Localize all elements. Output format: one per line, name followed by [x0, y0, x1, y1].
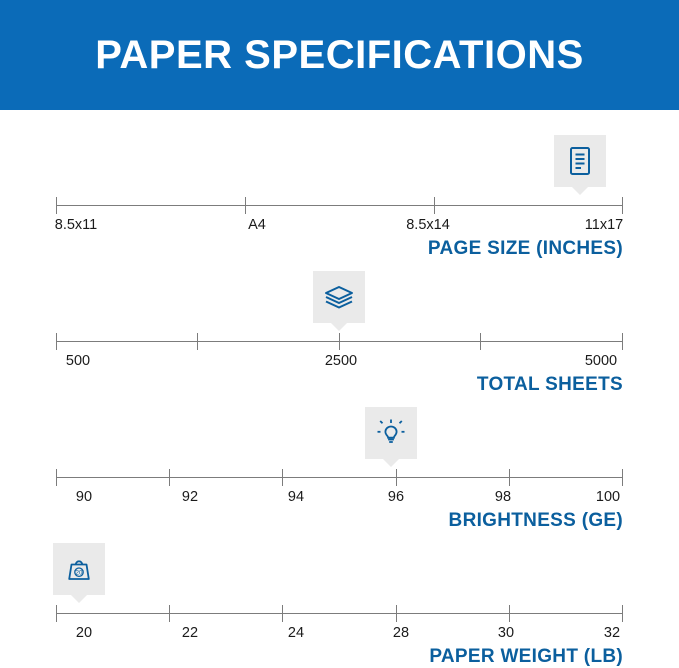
- marker-brightness[interactable]: [365, 407, 417, 459]
- tick-label: 22: [181, 625, 199, 641]
- axis-tick: [509, 605, 510, 622]
- axis-tick: [396, 469, 397, 486]
- axis-title-total-sheets: TOTAL SHEETS: [476, 374, 623, 395]
- axis-title-paper-weight: PAPER WEIGHT (LB): [429, 646, 623, 667]
- axis-tick: [56, 469, 57, 486]
- document-icon: [567, 146, 593, 176]
- axis-tick: [169, 605, 170, 622]
- tick-label: 98: [494, 489, 512, 505]
- page-header: [0, 0, 679, 110]
- tick-label: 8.5x11: [54, 217, 98, 233]
- axis-total-sheets: [56, 341, 623, 369]
- axis-tick: [622, 197, 623, 214]
- axis-title-brightness: BRIGHTNESS (GE): [448, 510, 623, 531]
- axis-tick: [339, 333, 340, 350]
- tick-label: 2500: [324, 353, 358, 369]
- stack-of-paper-icon: [324, 284, 354, 310]
- axis-tick: [622, 469, 623, 486]
- tick-label: 94: [287, 489, 305, 505]
- marker-total-sheets[interactable]: [313, 271, 365, 323]
- tick-label: 32: [603, 625, 621, 641]
- tick-label: 100: [595, 489, 621, 505]
- axis-brightness: [56, 477, 623, 505]
- tick-label: A4: [248, 217, 266, 233]
- tick-label: 24: [287, 625, 305, 641]
- tick-label: 5000: [584, 353, 618, 369]
- tick-label: 20: [75, 625, 93, 641]
- axis-tick: [56, 605, 57, 622]
- axis-paper-weight: [56, 613, 623, 641]
- tick-label: 30: [497, 625, 515, 641]
- axis-page-size: [54, 205, 624, 233]
- tick-label: 11x17: [584, 217, 624, 233]
- tick-label: 90: [75, 489, 93, 505]
- axis-tick: [56, 197, 57, 214]
- svg-text:20: 20: [75, 569, 83, 577]
- axis-tick: [622, 605, 623, 622]
- page-title: PAPER SPECIFICATIONS: [95, 33, 584, 77]
- axis-tick: [282, 605, 283, 622]
- weight-icon: [64, 554, 94, 584]
- axis-tick: [396, 605, 397, 622]
- axis-tick: [282, 469, 283, 486]
- tick-label: 8.5x14: [406, 217, 450, 233]
- marker-page-size[interactable]: [554, 135, 606, 187]
- lightbulb-icon: [376, 418, 406, 448]
- tick-label: 96: [387, 489, 405, 505]
- axis-tick: [245, 197, 246, 214]
- axis-tick: [56, 333, 57, 350]
- axis-tick: [622, 333, 623, 350]
- marker-paper-weight[interactable]: [53, 543, 105, 595]
- axis-title-page-size: PAGE SIZE (INCHES): [427, 238, 623, 259]
- axis-tick: [434, 197, 435, 214]
- tick-label: 92: [181, 489, 199, 505]
- axis-tick: [480, 333, 481, 350]
- axis-tick: [509, 469, 510, 486]
- axis-tick: [169, 469, 170, 486]
- specs-chart: [0, 110, 679, 667]
- tick-label: 500: [65, 353, 91, 369]
- axis-tick: [197, 333, 198, 350]
- tick-label: 28: [392, 625, 410, 641]
